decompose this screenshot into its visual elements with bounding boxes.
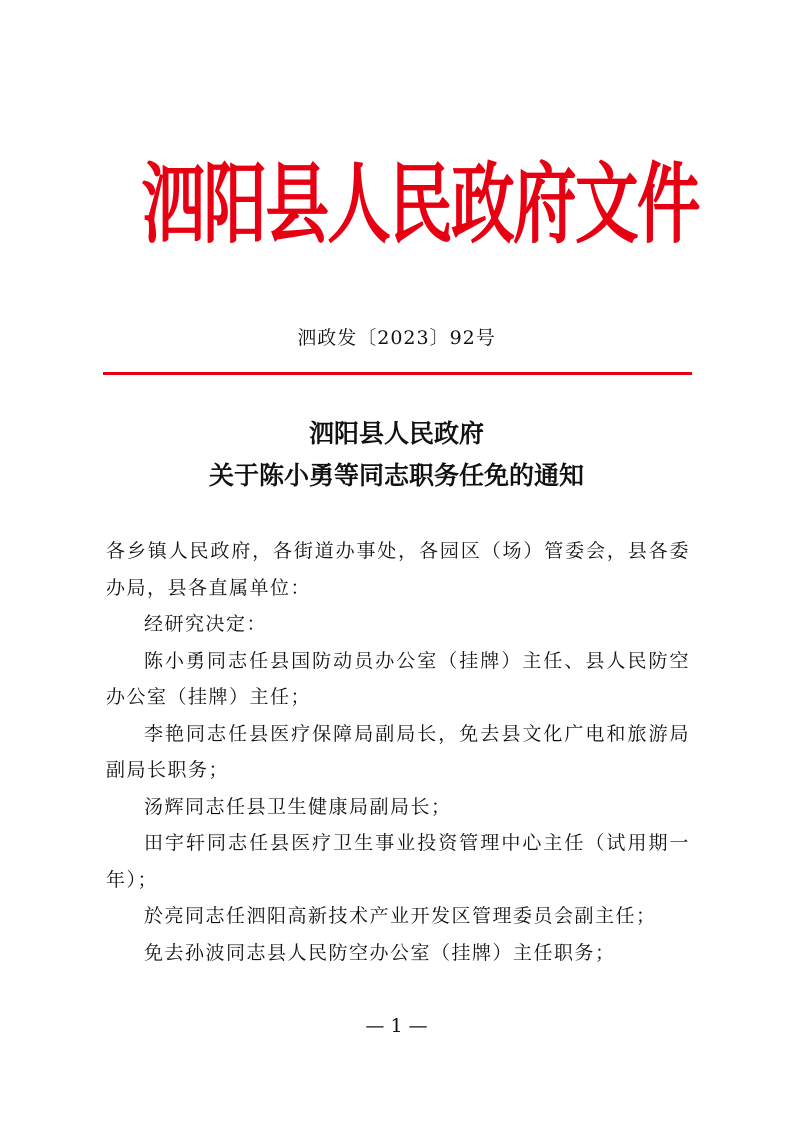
addressee: 各乡镇人民政府，各街道办事处，各园区（场）管委会，县各委办局，县各直属单位： xyxy=(106,540,690,599)
body-paragraph: 於亮同志任泗阳高新技术产业开发区管理委员会副主任； xyxy=(144,905,657,927)
document-masthead: 泗阳县人民政府文件 xyxy=(141,154,699,256)
page-number: — 1 — xyxy=(365,1015,428,1037)
document-title-line-1: 泗阳县人民政府 xyxy=(308,419,484,448)
body-paragraph: 陈小勇同志任县国防动员办公室（挂牌）主任、县人民防空办公室（挂牌）主任； xyxy=(106,649,690,708)
body-paragraph: 李艳同志任县医疗保障局副局长，免去县文化广电和旅游局副局长职务； xyxy=(106,722,690,781)
body-paragraph: 免去孙波同志县人民防空办公室（挂牌）主任职务； xyxy=(144,941,616,964)
body-paragraph: 经研究决定： xyxy=(144,613,268,635)
document-body xyxy=(106,533,690,971)
body-paragraph: 田宇轩同志任县医疗卫生事业投资管理中心主任（试用期一年）； xyxy=(106,832,690,891)
document-title-line-2: 关于陈小勇等同志职务任免的通知 xyxy=(208,461,584,490)
body-paragraph: 汤辉同志任县卫生健康局副局长； xyxy=(144,795,452,818)
document-number: 泗政发〔2023〕92号 xyxy=(297,327,496,349)
red-divider-line xyxy=(103,372,692,375)
